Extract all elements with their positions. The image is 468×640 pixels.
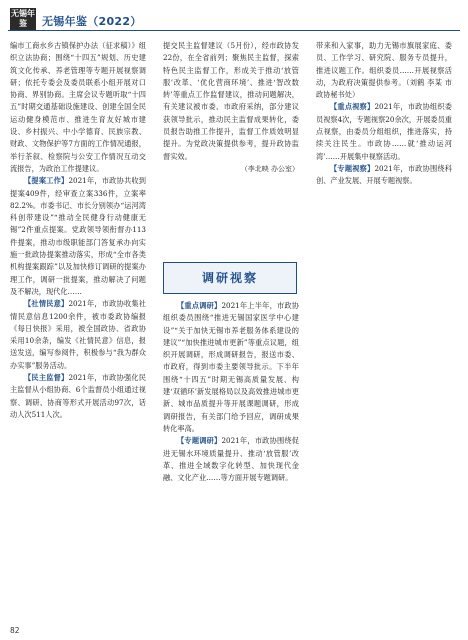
- text-column-1: [10, 40, 146, 421]
- section-title-box: [163, 262, 297, 294]
- paragraph-text: 2021年上半年，市政协组织委员围绕“推进无锡国家医学中心建设”“关于加快无锡市养老服务体系建设的建议”“加快推进城市更新”等重点议题，组织开展调研，形成调研报告，报送市委、市政府，得到市委主要领导批示。下半年围绕“十四五”时期无锡高质量发展、构建‘双循环’新发展格局以及高效推进城市更新、城市品质提升等开展课题调研，形成调研报告，有关部门给予回应，调研成果转化率高。: [163, 301, 299, 433]
- paragraph: [163, 435, 299, 484]
- section-label: 【重点视察】: [330, 102, 375, 112]
- paragraph-text: 2021年，市政协共收到提案409件，经审查立案336件，立案率82.2%。市委书记、市长分别领办“运河湾科创带建设”“推动全民健身行动健康无锡”2件重点提案。党政领导领衔督办113件提案，推动市级职能部门答复承办向实施一批政协提案推动落实，形成“全市各类机构提案跟踪”以及加快修订调研的提案办理工作，调研一批提案，推动解决了问题及不解决，现代化……: [10, 176, 146, 296]
- source-note: （李北映 办公室）: [240, 164, 299, 173]
- page-number: 82: [10, 626, 20, 635]
- paragraph: 带来和入家事，助力无锡市旗展家庭、委员、工作学习、研究院、服务专员提升，推进议题工作。组织委员……开展视察活动，为政府决策提供参考。（刘鹤 李某 市政协秘书处）: [316, 41, 452, 100]
- section-label: 【专题调研】: [177, 436, 222, 446]
- page-header: [0, 0, 468, 34]
- paragraph-text: 2021年，市政协收集社情民意信息1200余件，被市委政协编报《每日快报》采用，被全国政协、省政协采用10余条，编发《社情民意》信息，报送发送，编写参阅件，积极参与“我为群众办实事”服务活动。: [10, 299, 146, 370]
- section-label: 【重点调研】: [177, 301, 222, 310]
- section-label: 【专题视察】: [330, 163, 375, 173]
- paragraph-text: 2021年，市政协围绕科创、产业发展、开展专题视察。: [316, 163, 452, 186]
- paragraph: [10, 175, 146, 298]
- paragraph: [10, 372, 146, 421]
- paragraph-text: 2021年，市政协强化民主监督从小组协商、6个监督员小组通过视察、调研、协商等形式开展活动97次，话动人次511人次。: [10, 373, 146, 419]
- paragraph: [163, 300, 299, 435]
- text-column-3: [316, 40, 452, 188]
- book-title: 无锡年鉴（2022）: [42, 15, 142, 28]
- section-label: 【提案工作】: [24, 176, 69, 186]
- yearbook-logo: 无锡年鉴: [11, 9, 35, 28]
- section-label: 【社情民意】: [24, 299, 69, 309]
- text-column-2: [163, 40, 299, 175]
- paragraph: 提交民主监督建议（5月份），经市政协发22份，在全省前列；聚焦民主监督，探索特色民主监督工作，形成关于推动‘放管服’改革、‘优化营商环境’、推进‘智改数转’等重点工作监督建议，推动问题解决，有关建议被市委、市政府采纳，部分建议获领导批示，推动民主监督成果转化，委员报告助推工作提升，监督工作质效明显提升。为党政决策提供参考，提升政协监督实效。: [163, 41, 299, 161]
- paragraph: 编市工商水乡古镇保护办法（征求稿）》组织立法协商；围绕“十四五”规划、历史建筑文化传承、养老管理等专题开展视察调研；依托专委会及委员联系小组开展对口协商、界别协商。主席会议专题听取“十四五”时期交通基础设施建设、创建全国全民运动健身模范市、推进生育友好城市建设、乡村振兴、中小学德育、民族宗教、财政、文物保护等7方面的工作情况通报，举行茶叙、检察院与公安工作情况互动交流报告，为政治工作提建议。: [10, 41, 146, 173]
- paragraph: [10, 298, 146, 372]
- paragraph-text: 2021年，市政协组织委员视察4次，专题视察20余次，开展委员重点视察，由委员分组组织，推进落实，持续关注民生。市政协……就‘推动运河湾’……开展集中视察活动。: [316, 102, 452, 161]
- text-column-2b: [163, 300, 299, 484]
- section-label: 【民主监督】: [24, 373, 69, 383]
- section-title: 调研视察: [201, 271, 258, 285]
- paragraph: [316, 163, 452, 188]
- paragraph-text: 2021年，市政协围绕促进无锡水环境质量提升、推动‘放管服’改革、推进全域数字化转型、加快现代金融、文化产业……等方面开展专题调研。: [163, 436, 299, 483]
- header-rule: [8, 30, 460, 31]
- paragraph: [316, 101, 452, 162]
